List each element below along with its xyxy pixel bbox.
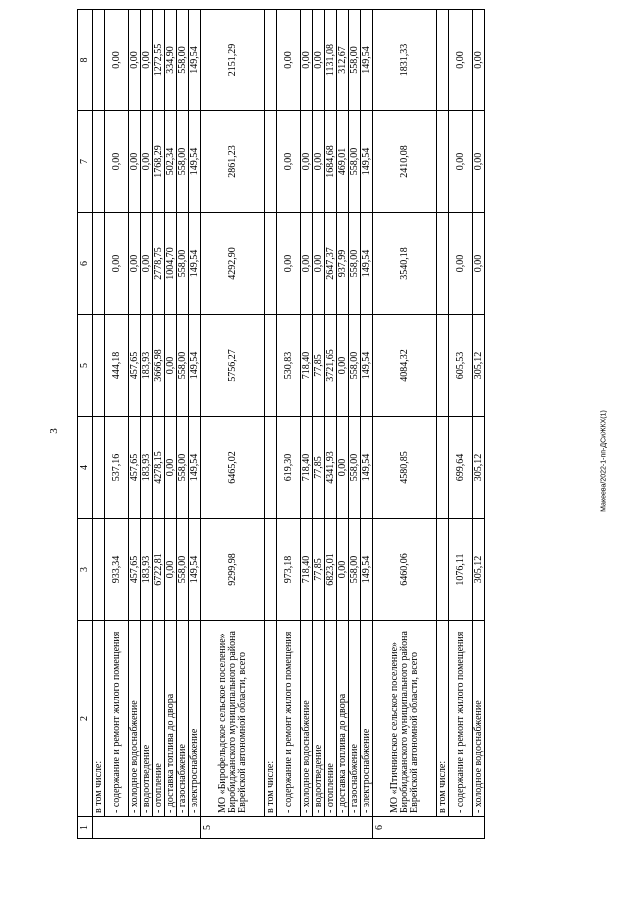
value-cell: 2410,08 — [373, 111, 437, 213]
value-cell: 0,00 — [449, 10, 473, 111]
row-label: - газоснабжение — [349, 621, 361, 817]
table-row — [201, 10, 265, 839]
table-row — [337, 10, 349, 839]
value-cell: 305,12 — [473, 315, 485, 417]
row-label: - отопление — [153, 621, 165, 817]
value-cell: 558,00 — [177, 213, 189, 315]
value-cell — [265, 10, 277, 111]
row-label: - доставка топлива до двора — [165, 621, 177, 817]
value-cell: 0,00 — [313, 111, 325, 213]
value-cell: 933,34 — [105, 519, 129, 621]
value-cell: 537,16 — [105, 417, 129, 519]
value-cell: 469,01 — [337, 111, 349, 213]
value-cell: 305,12 — [473, 417, 485, 519]
table-row — [153, 10, 165, 839]
value-cell: 457,65 — [129, 315, 141, 417]
value-cell: 183,93 — [141, 417, 153, 519]
table-row — [449, 10, 473, 839]
value-cell: 973,18 — [277, 519, 301, 621]
value-cell: 183,93 — [141, 315, 153, 417]
value-cell: 558,00 — [177, 315, 189, 417]
row-label: - водоотведение — [141, 621, 153, 817]
value-cell: 0,00 — [313, 213, 325, 315]
value-cell: 6460,06 — [373, 519, 437, 621]
value-cell: 0,00 — [105, 10, 129, 111]
table-row — [105, 10, 129, 839]
value-cell: 0,00 — [277, 10, 301, 111]
value-cell: 305,12 — [473, 519, 485, 621]
value-cell: 0,00 — [129, 111, 141, 213]
table-row — [301, 10, 313, 839]
value-cell — [93, 213, 105, 315]
value-cell: 1768,29 — [153, 111, 165, 213]
data-table — [77, 9, 485, 839]
value-cell: 149,54 — [361, 417, 373, 519]
value-cell — [265, 315, 277, 417]
table-row — [93, 10, 105, 839]
value-cell: 0,00 — [141, 10, 153, 111]
row-index — [93, 817, 201, 839]
value-cell: 558,00 — [177, 111, 189, 213]
table-row — [277, 10, 301, 839]
value-cell: 0,00 — [301, 213, 313, 315]
value-cell: 558,00 — [349, 213, 361, 315]
column-header: 8 — [78, 10, 93, 111]
value-cell: 558,00 — [349, 519, 361, 621]
value-cell — [265, 111, 277, 213]
value-cell: 0,00 — [337, 519, 349, 621]
value-cell — [93, 10, 105, 111]
value-cell: 718,40 — [301, 315, 313, 417]
value-cell: 558,00 — [349, 315, 361, 417]
value-cell: 149,54 — [189, 315, 201, 417]
page-number: 3 — [48, 428, 60, 434]
value-cell: 0,00 — [337, 315, 349, 417]
row-label: - содержание и ремонт жилого помещения — [449, 621, 473, 817]
value-cell: 0,00 — [165, 519, 177, 621]
value-cell: 2647,37 — [325, 213, 337, 315]
value-cell — [93, 315, 105, 417]
value-cell: 0,00 — [449, 213, 473, 315]
value-cell: 1831,33 — [373, 10, 437, 111]
value-cell: 3721,65 — [325, 315, 337, 417]
value-cell: 3666,98 — [153, 315, 165, 417]
value-cell: 444,18 — [105, 315, 129, 417]
table-row — [373, 10, 437, 839]
value-cell: 1272,55 — [153, 10, 165, 111]
value-cell: 619,30 — [277, 417, 301, 519]
value-cell: 558,00 — [349, 417, 361, 519]
value-cell: 6823,01 — [325, 519, 337, 621]
value-cell: 149,54 — [189, 111, 201, 213]
value-cell: 3540,18 — [373, 213, 437, 315]
row-label: в том числе: — [437, 621, 449, 817]
value-cell: 6722,81 — [153, 519, 165, 621]
row-label: - холодное водоснабжение — [129, 621, 141, 817]
value-cell: 149,54 — [361, 519, 373, 621]
value-cell: 0,00 — [105, 213, 129, 315]
row-label: - газоснабжение — [177, 621, 189, 817]
value-cell: 77,85 — [313, 519, 325, 621]
row-label: - холодное водоснабжение — [301, 621, 313, 817]
value-cell: 502,34 — [165, 111, 177, 213]
value-cell: 4580,85 — [373, 417, 437, 519]
row-label: МО «Птичнинское сельское поселение» Биробиджанского муниципального района Еврейской автономной области, всего — [373, 621, 437, 817]
row-label: - холодное водоснабжение — [473, 621, 485, 817]
value-cell: 558,00 — [349, 10, 361, 111]
value-cell: 4278,15 — [153, 417, 165, 519]
value-cell: 0,00 — [141, 111, 153, 213]
value-cell: 149,54 — [189, 417, 201, 519]
table-row — [349, 10, 361, 839]
table-row — [313, 10, 325, 839]
table-row — [437, 10, 449, 839]
value-cell — [437, 519, 449, 621]
value-cell: 0,00 — [129, 10, 141, 111]
value-cell: 0,00 — [277, 111, 301, 213]
rotated-table-container — [77, 10, 583, 839]
value-cell: 1076,11 — [449, 519, 473, 621]
value-cell — [265, 519, 277, 621]
value-cell: 0,00 — [473, 111, 485, 213]
value-cell: 0,00 — [301, 10, 313, 111]
value-cell: 77,85 — [313, 417, 325, 519]
value-cell: 0,00 — [473, 10, 485, 111]
value-cell — [93, 519, 105, 621]
value-cell: 457,65 — [129, 417, 141, 519]
value-cell: 4292,90 — [201, 213, 265, 315]
value-cell: 699,64 — [449, 417, 473, 519]
value-cell: 605,53 — [449, 315, 473, 417]
value-cell: 0,00 — [141, 213, 153, 315]
value-cell: 937,99 — [337, 213, 349, 315]
value-cell: 457,65 — [129, 519, 141, 621]
table-row — [325, 10, 337, 839]
value-cell: 0,00 — [165, 315, 177, 417]
value-cell: 530,83 — [277, 315, 301, 417]
row-label: МО «Бирофельдское сельское поселение» Биробиджанского муниципального района Еврейской автономной области, всего — [201, 621, 265, 817]
value-cell: 149,54 — [189, 213, 201, 315]
value-cell — [265, 417, 277, 519]
value-cell: 558,00 — [177, 417, 189, 519]
column-header: 2 — [78, 621, 93, 817]
value-cell: 558,00 — [177, 10, 189, 111]
value-cell: 0,00 — [105, 111, 129, 213]
value-cell: 77,85 — [313, 315, 325, 417]
value-cell — [265, 213, 277, 315]
value-cell: 0,00 — [337, 417, 349, 519]
value-cell: 0,00 — [449, 111, 473, 213]
row-label: - отопление — [325, 621, 337, 817]
value-cell: 2861,23 — [201, 111, 265, 213]
value-cell — [93, 111, 105, 213]
table-row — [141, 10, 153, 839]
row-label: - содержание и ремонт жилого помещения — [105, 621, 129, 817]
value-cell: 149,54 — [189, 10, 201, 111]
table-row — [177, 10, 189, 839]
column-header: 1 — [78, 817, 93, 839]
column-header: 5 — [78, 315, 93, 417]
value-cell: 0,00 — [277, 213, 301, 315]
value-cell: 1004,70 — [165, 213, 177, 315]
row-label: в том числе: — [265, 621, 277, 817]
row-label: - электроснабжение — [361, 621, 373, 817]
row-index: 6 — [373, 817, 485, 839]
value-cell: 0,00 — [313, 10, 325, 111]
value-cell: 183,93 — [141, 519, 153, 621]
table-row — [189, 10, 201, 839]
value-cell: 1131,08 — [325, 10, 337, 111]
value-cell — [437, 213, 449, 315]
value-cell: 9299,98 — [201, 519, 265, 621]
row-index: 5 — [201, 817, 373, 839]
column-header: 4 — [78, 417, 93, 519]
value-cell: 0,00 — [129, 213, 141, 315]
value-cell: 0,00 — [473, 213, 485, 315]
value-cell: 718,40 — [301, 417, 313, 519]
value-cell — [437, 10, 449, 111]
value-cell: 2151,29 — [201, 10, 265, 111]
row-label: - доставка топлива до двора — [337, 621, 349, 817]
value-cell: 6465,02 — [201, 417, 265, 519]
value-cell: 4341,93 — [325, 417, 337, 519]
table-row — [165, 10, 177, 839]
value-cell: 149,54 — [361, 10, 373, 111]
value-cell: 0,00 — [165, 417, 177, 519]
value-cell: 718,40 — [301, 519, 313, 621]
value-cell: 149,54 — [361, 213, 373, 315]
value-cell: 558,00 — [177, 519, 189, 621]
row-label: - содержание и ремонт жилого помещения — [277, 621, 301, 817]
row-label: в том числе: — [93, 621, 105, 817]
value-cell: 0,00 — [301, 111, 313, 213]
value-cell: 4084,32 — [373, 315, 437, 417]
table-row — [473, 10, 485, 839]
column-header: 3 — [78, 519, 93, 621]
table-row — [129, 10, 141, 839]
value-cell: 312,67 — [337, 10, 349, 111]
value-cell: 1684,68 — [325, 111, 337, 213]
value-cell: 149,54 — [361, 315, 373, 417]
table-header-row — [78, 10, 93, 839]
value-cell: 2778,75 — [153, 213, 165, 315]
value-cell: 5756,27 — [201, 315, 265, 417]
value-cell — [437, 315, 449, 417]
value-cell — [437, 417, 449, 519]
row-label: - водоотведение — [313, 621, 325, 817]
table-row — [361, 10, 373, 839]
table-row — [265, 10, 277, 839]
value-cell: 149,54 — [361, 111, 373, 213]
value-cell — [93, 417, 105, 519]
column-header: 6 — [78, 213, 93, 315]
value-cell: 149,54 — [189, 519, 201, 621]
value-cell: 558,00 — [349, 111, 361, 213]
value-cell: 334,90 — [165, 10, 177, 111]
column-header: 7 — [78, 111, 93, 213]
value-cell — [437, 111, 449, 213]
row-label: - электроснабжение — [189, 621, 201, 817]
